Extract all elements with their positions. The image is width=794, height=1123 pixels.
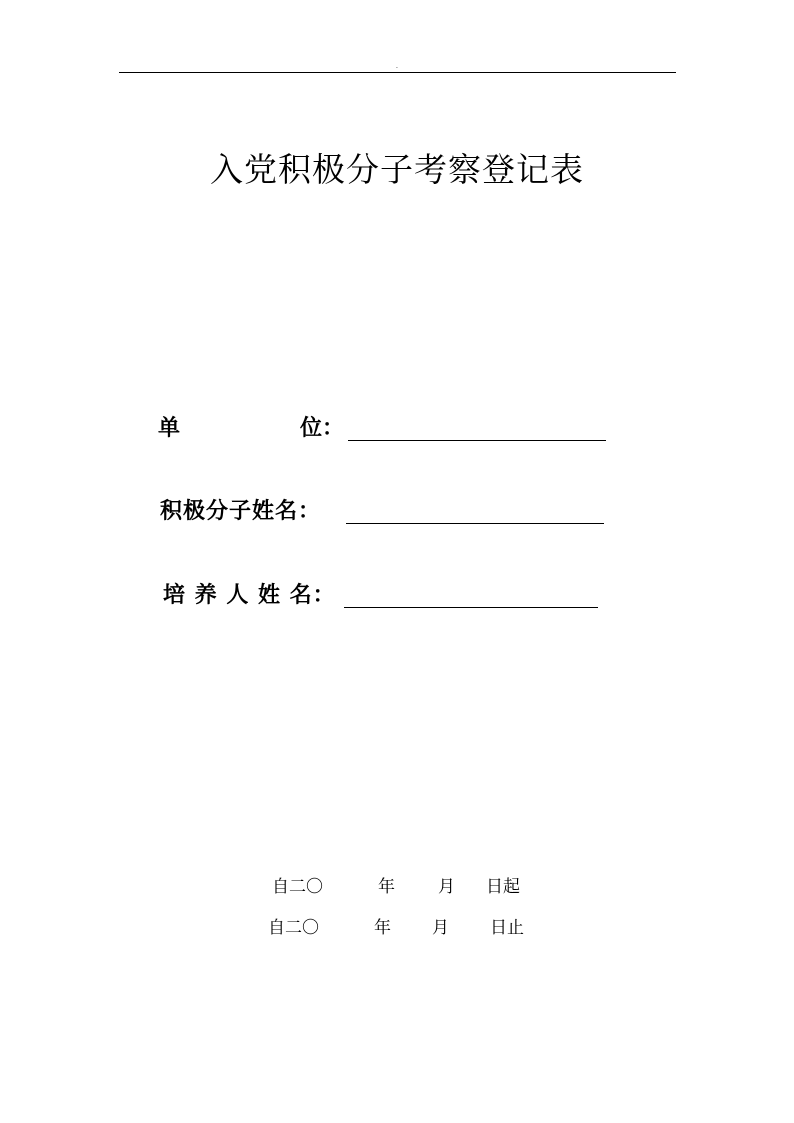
date-start-prefix: 自二〇 [272,877,323,897]
unit-field-line[interactable] [348,440,606,441]
date-start-suffix: 日起 [486,877,520,897]
header-rule [119,72,676,73]
date-end-suffix: 日止 [490,918,524,938]
activist-name-label: 积极分子姓名： [160,499,322,524]
date-start-year: 年 [378,877,395,897]
date-start-row [0,876,794,898]
date-start-month: 月 [438,877,455,897]
date-end-prefix: 自二〇 [268,918,319,938]
date-end-row [0,917,794,939]
unit-label-first: 单 [158,416,181,441]
date-end-month: 月 [432,918,449,938]
activist-name-field-line[interactable] [346,523,604,524]
unit-label-second: 位： [300,416,345,441]
page-title: 入党积极分子考察登记表 [210,150,584,189]
date-end-year: 年 [374,918,391,938]
mentor-name-label: 培 养 人 姓 名： [163,583,336,608]
mentor-name-field-line[interactable] [344,607,598,608]
header-dot: . [396,63,398,70]
